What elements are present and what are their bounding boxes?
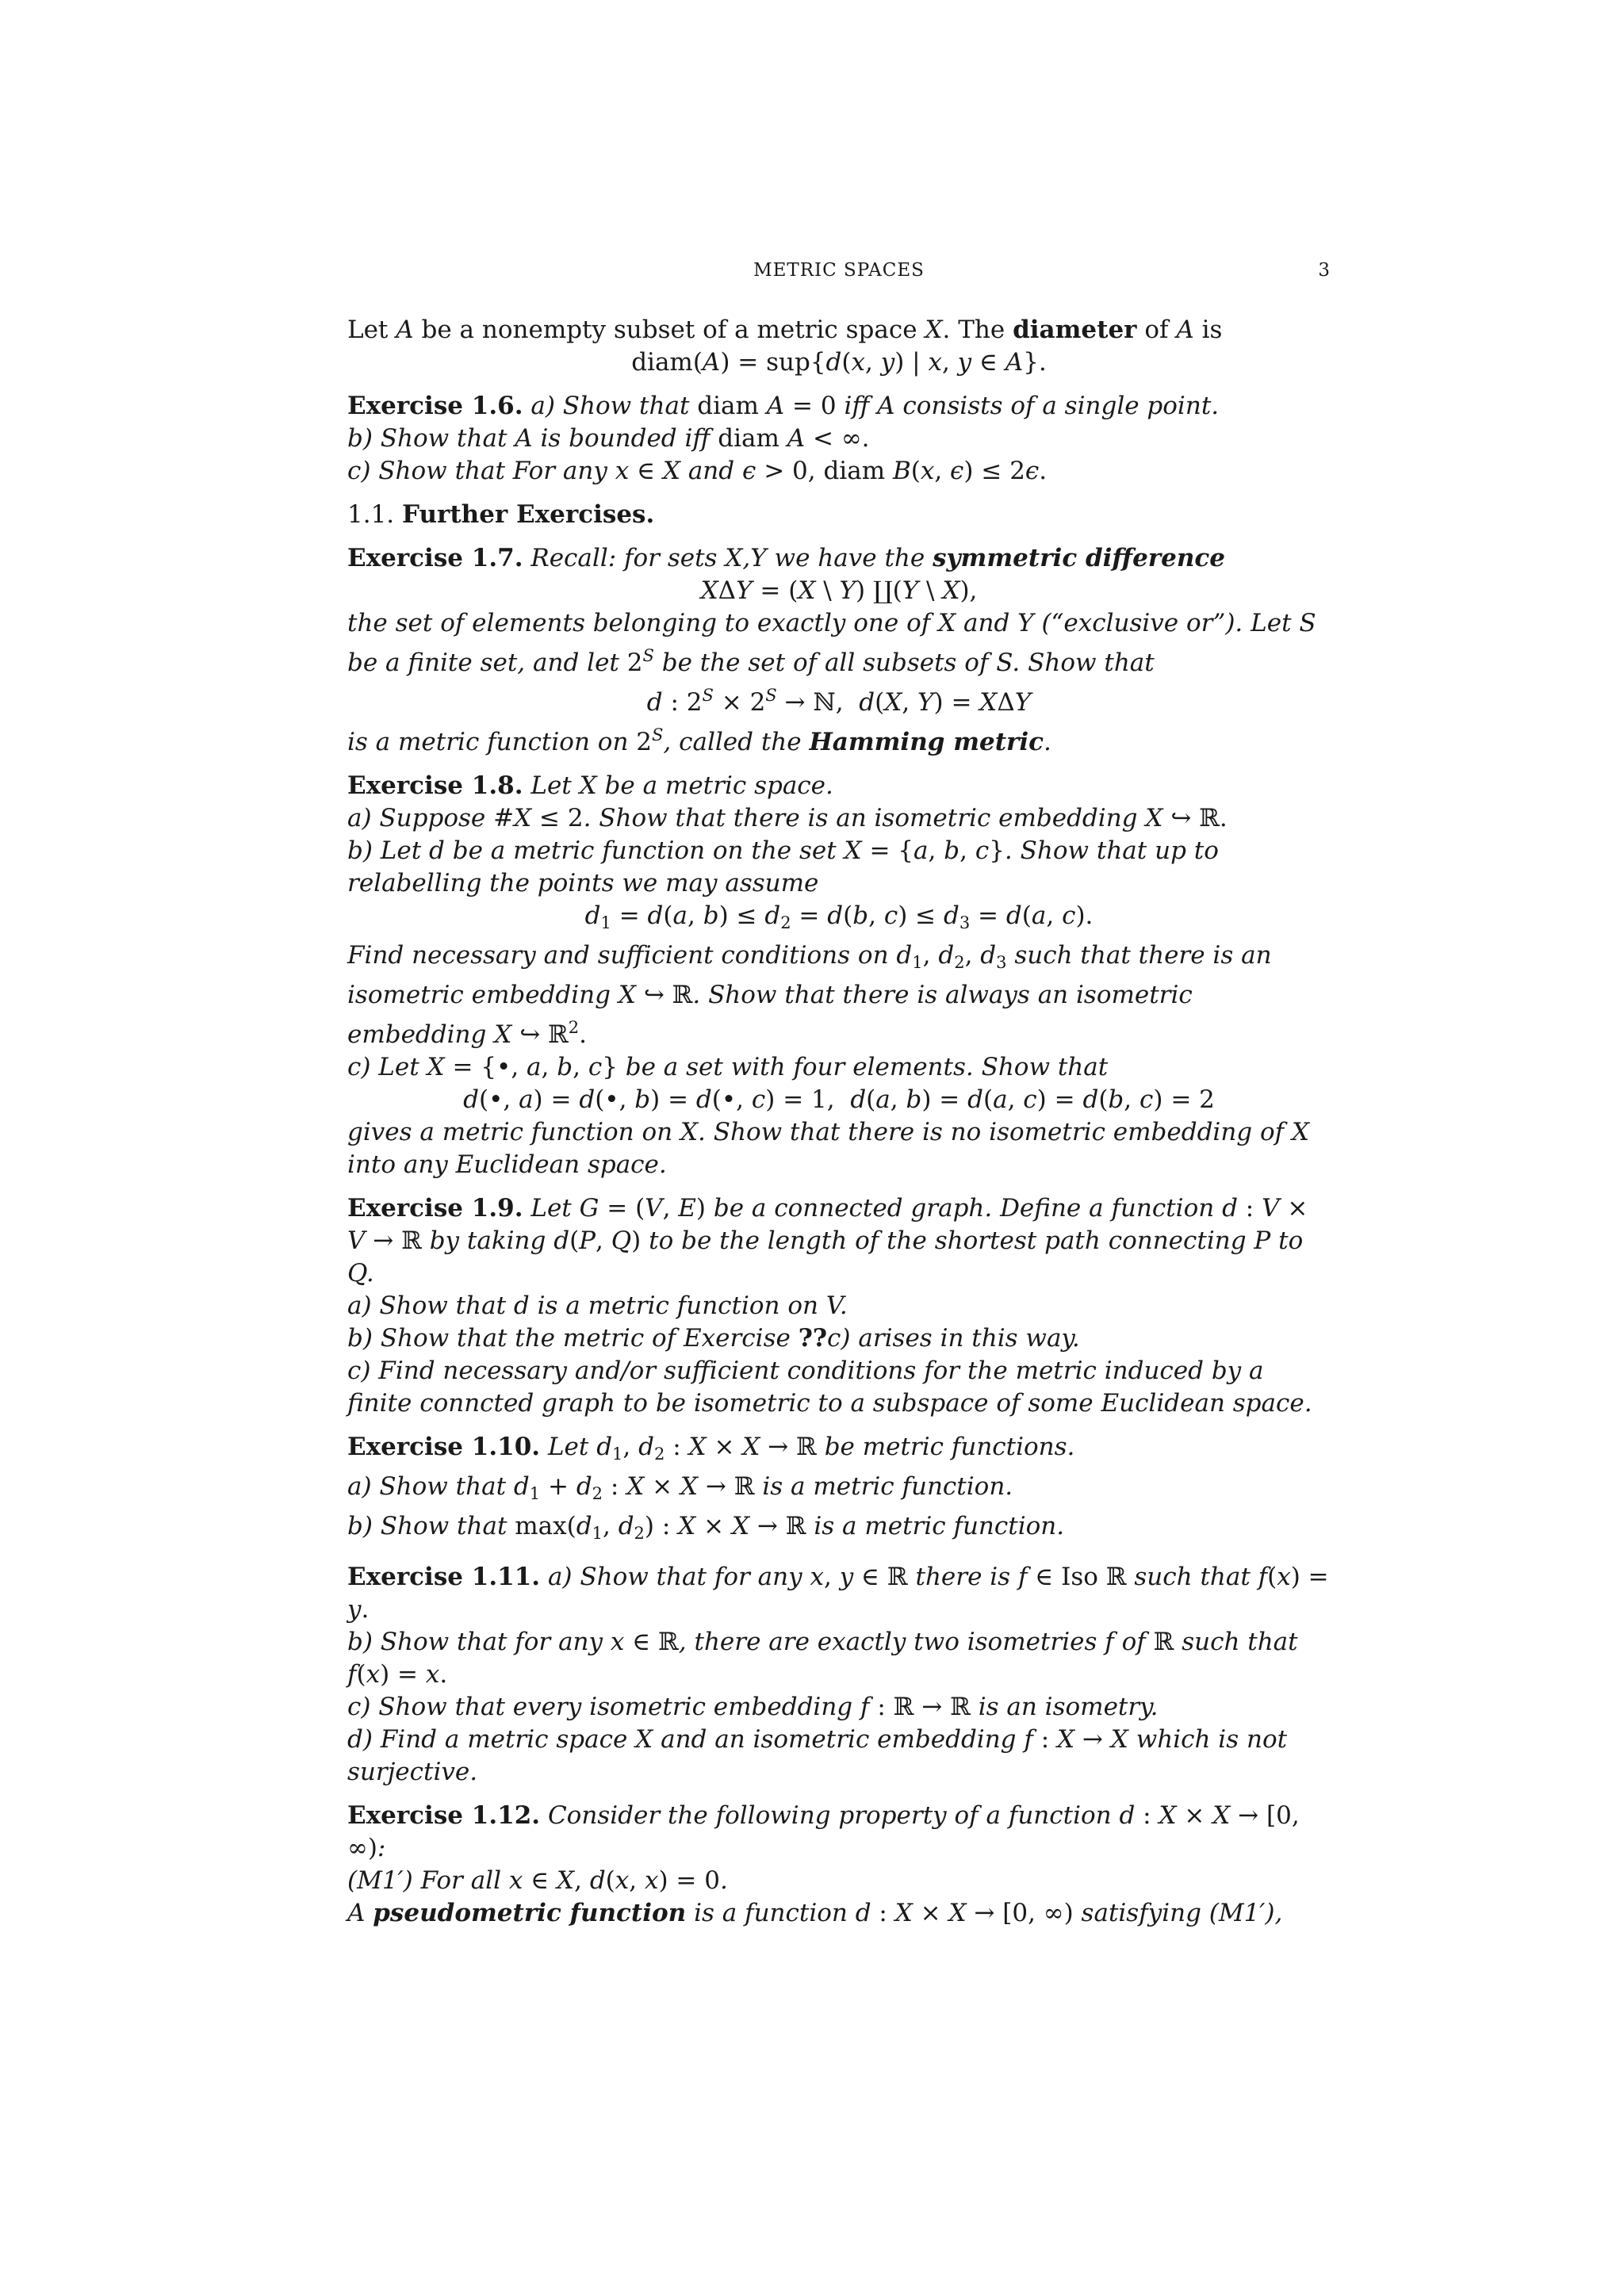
page-body: [347, 314, 1331, 1930]
section-heading: 1.1. Further Exercises.: [347, 500, 655, 529]
display-equation: $d_1 = d(a$, $b) \le d_2 = d(b$, $c) \le d_3 = d(a$, c).: [584, 901, 1094, 932]
display-equation: diam(A) = sup{d(x, y) | x, y ∈ A}.: [631, 348, 1047, 377]
exercise-block: Exercise 1.12. Consider the following property of a function d : X × X → [0, ∞): (M1′) For all x ∈ X, d(x, x) = 0. A pseudometric function is a function d : X × X → [0, ∞) satisfying (M1′),: [347, 1801, 1300, 1927]
paragraph: Find necessary and sufficient conditions on $d_1$, $d_2$, $d_3$ such that there is an isometric embedding X ↪ ℝ. Show that there is always an isometric embedding X ↪ ℝ$^2$. c) Let X = {•, a, b, c} be a set with four elements. Show that: [347, 941, 1272, 1081]
running-title: METRIC SPACES: [753, 260, 925, 281]
exercise-block: Exercise 1.6. a) Show that diam A = 0 iff A consists of a single point. b) Show that A is bounded iff diam A < ∞. c) Show that For any x ∈ X and ϵ > 0, diam B(x, ϵ) ≤ 2ϵ.: [347, 392, 1220, 485]
paragraph: the set of elements belonging to exactly one of X and Y (“exclusive or”). Let S be a finite set, and let $2^S$ be the set of all subsets of S. Show that: [347, 609, 1316, 677]
exercise-block: Exercise 1.8. Let X be a metric space. a) Suppose #X ≤ 2. Show that there is an isometric embedding X ↪ ℝ. b) Let d be a metric function on the set X = {a, b, c}. Show that up to relabelling the points we may assume: [347, 771, 1228, 897]
paragraph: Let A be a nonempty subset of a metric space X. The diameter of A is: [347, 316, 1223, 344]
running-header: [347, 260, 1331, 289]
page-number: 3: [1318, 260, 1331, 281]
exercise-block: Exercise 1.11. a) Show that for any x, y ∈ ℝ there is f ∈ Iso ℝ such that f(x) = y. b) Show that for any x ∈ ℝ, there are exactly two isometries f of ℝ such that f(x) = x. c) Show that every isometric embedding f : ℝ → ℝ is an isometry. d) Find a metric space X and an isometric embedding f : X → X which is not surjective.: [347, 1563, 1329, 1786]
exercise-block: Exercise 1.7. Recall: for sets X,Y we have the symmetric difference: [347, 544, 1225, 572]
paragraph: gives a metric function on X. Show that there is no isometric embedding of X into any Euclidean space.: [347, 1118, 1310, 1179]
exercise-block: Exercise 1.10. Let $d_1$, $d_2$ : X × X → ℝ be metric functions. a) Show that $d_1 + d_2$ : X × X → ℝ is a metric function. b) Show that $\max(d_1$, $d_2$) : X × X → ℝ is a metric function.: [347, 1433, 1075, 1543]
display-equation: d : $2^S \times 2^S$ → ℕ, d(X, Y) = XΔY: [646, 686, 1032, 717]
exercise-block: Exercise 1.9. Let G = (V, E) be a connected graph. Define a function d : V × V → ℝ by taking d(P, Q) to be the length of the shortest path connecting P to Q. a) Show that d is a metric function on V. b) Show that the metric of Exercise ??c) arises in this way. c) Find necessary and/or sufficient conditions for the metric induced by a finite conncted graph to be isometric to a subspace of some Euclidean space.: [347, 1194, 1312, 1418]
display-equation: d(•, a) = d(•, b) = d(•, c) = 1, d(a, b) = d(a, c) = d(b, c) = 2: [463, 1085, 1215, 1114]
display-equation: XΔY = (X \ Y) ∐(Y \ X),: [700, 576, 978, 605]
paragraph: is a metric function on $2^S$, called the Hamming metric.: [347, 725, 1051, 756]
